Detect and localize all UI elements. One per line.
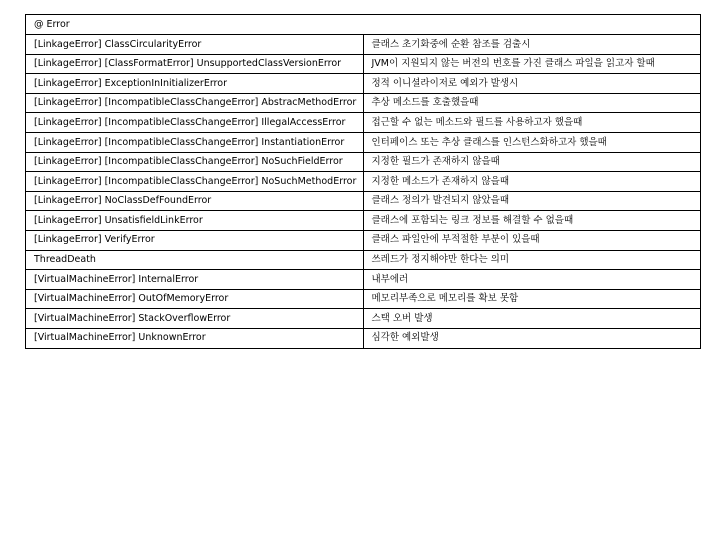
error-description-cell: 클래스 파일안에 부적절한 부분이 있을때 bbox=[363, 230, 701, 250]
table-row bbox=[26, 309, 701, 329]
table-header-row bbox=[26, 15, 701, 35]
error-name-cell: [LinkageError] [IncompatibleClassChangeError] NoSuchFieldError bbox=[26, 152, 364, 172]
table-row bbox=[26, 132, 701, 152]
error-name-cell: [LinkageError] [IncompatibleClassChangeError] InstantiationError bbox=[26, 132, 364, 152]
error-description-cell: 쓰레드가 정지해야만 한다는 의미 bbox=[363, 250, 701, 270]
error-name-cell: [LinkageError] ClassCircularityError bbox=[26, 35, 364, 55]
error-description-cell: 지정한 메소드가 존재하지 않을때 bbox=[363, 172, 701, 192]
error-name-cell: [VirtualMachineError] InternalError bbox=[26, 270, 364, 290]
table-row bbox=[26, 152, 701, 172]
error-name-cell: [LinkageError] [IncompatibleClassChangeError] IllegalAccessError bbox=[26, 113, 364, 133]
error-name-cell: [LinkageError] [IncompatibleClassChangeError] NoSuchMethodError bbox=[26, 172, 364, 192]
error-name-cell: [VirtualMachineError] OutOfMemoryError bbox=[26, 289, 364, 309]
error-name-cell: [VirtualMachineError] UnknownError bbox=[26, 328, 364, 348]
table-row bbox=[26, 289, 701, 309]
error-name-cell: [LinkageError] UnsatisfieldLinkError bbox=[26, 211, 364, 231]
error-description-cell: 클래스에 포함되는 링크 정보를 해결할 수 없을때 bbox=[363, 211, 701, 231]
table-row bbox=[26, 172, 701, 192]
error-description-cell: 내부에러 bbox=[363, 270, 701, 290]
error-name-cell: [LinkageError] NoClassDefFoundError bbox=[26, 191, 364, 211]
error-description-cell: 정적 이니셜라이저로 예외가 발생시 bbox=[363, 74, 701, 94]
error-description-cell: 클래스 정의가 발견되지 않았을때 bbox=[363, 191, 701, 211]
table-row bbox=[26, 93, 701, 113]
error-description-cell: 추상 메소드를 호출했을때 bbox=[363, 93, 701, 113]
table-row bbox=[26, 54, 701, 74]
error-name-cell: [LinkageError] [ClassFormatError] UnsupportedClassVersionError bbox=[26, 54, 364, 74]
error-name-cell: ThreadDeath bbox=[26, 250, 364, 270]
error-description-cell: 지정한 필드가 존재하지 않을때 bbox=[363, 152, 701, 172]
error-name-cell: [VirtualMachineError] StackOverflowError bbox=[26, 309, 364, 329]
table-row bbox=[26, 211, 701, 231]
error-description-cell: 접근할 수 없는 메소드와 필드를 사용하고자 했을때 bbox=[363, 113, 701, 133]
table-header-cell: @ Error bbox=[26, 15, 701, 35]
table-row bbox=[26, 191, 701, 211]
error-table bbox=[25, 14, 701, 349]
error-description-cell: 메모리부족으로 메모리를 확보 못함 bbox=[363, 289, 701, 309]
error-description-cell: 심각한 예외발생 bbox=[363, 328, 701, 348]
table-row bbox=[26, 230, 701, 250]
table-row bbox=[26, 250, 701, 270]
table-row bbox=[26, 328, 701, 348]
table-row bbox=[26, 74, 701, 94]
error-description-cell: 클래스 초기화중에 순환 참조를 검출시 bbox=[363, 35, 701, 55]
error-table-body bbox=[26, 15, 701, 349]
error-name-cell: [LinkageError] VerifyError bbox=[26, 230, 364, 250]
error-description-cell: 스택 오버 발생 bbox=[363, 309, 701, 329]
table-row bbox=[26, 35, 701, 55]
error-description-cell: 인터페이스 또는 추상 클래스를 인스턴스화하고자 했을때 bbox=[363, 132, 701, 152]
error-name-cell: [LinkageError] [IncompatibleClassChangeError] AbstracMethodError bbox=[26, 93, 364, 113]
error-name-cell: [LinkageError] ExceptionInInitializerError bbox=[26, 74, 364, 94]
table-row bbox=[26, 113, 701, 133]
table-row bbox=[26, 270, 701, 290]
error-description-cell: JVM이 지원되지 않는 버전의 번호를 가진 클래스 파일을 읽고자 할때 bbox=[363, 54, 701, 74]
